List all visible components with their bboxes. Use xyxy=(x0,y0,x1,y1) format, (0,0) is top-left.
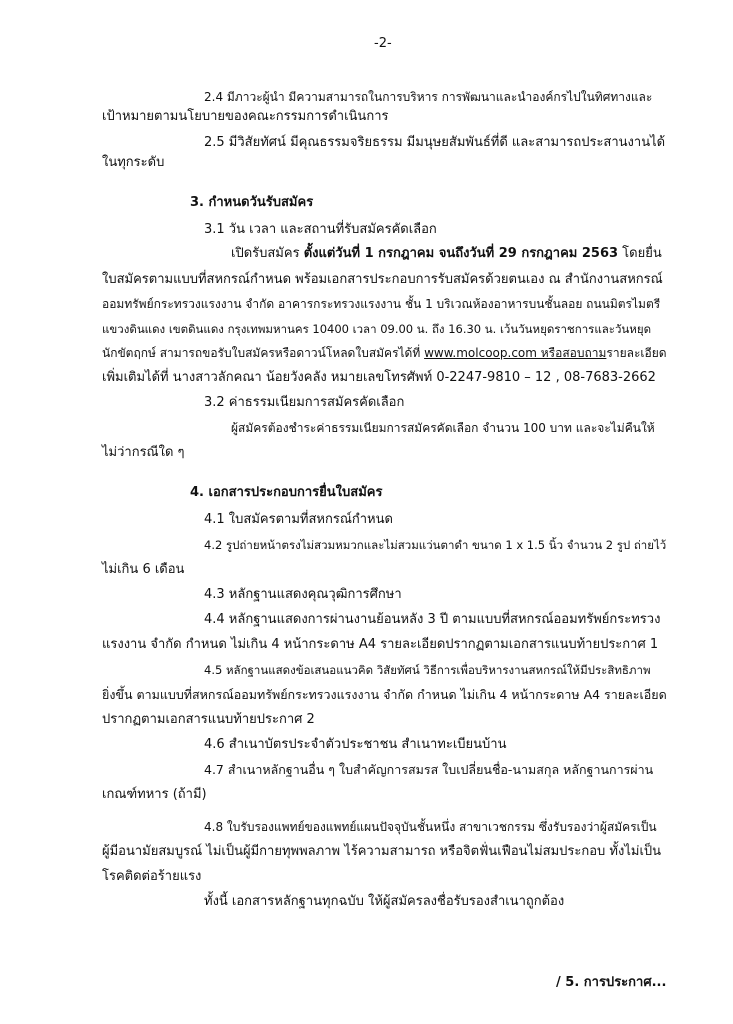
section-4-heading: 4. เอกสารประกอบการยื่นใบสมัคร xyxy=(190,485,383,500)
item-3-1-title: 3.1 วัน เวลา และสถานที่รับสมัครคัดเลือก xyxy=(204,222,437,237)
item-3-2-line-2: ไม่ว่ากรณีใด ๆ xyxy=(102,445,185,460)
item-4-5-line-2: ยิ่งขึ้น ตามแบบที่สหกรณ์ออมทรัพย์กระทรวงแรงงาน จำกัด กำหนด ไม่เกิน 4 หน้ากระดาษ A4 รายละเอียด xyxy=(102,687,667,702)
item-3-2-title: 3.2 ค่าธรรมเนียมการสมัครคัดเลือก xyxy=(204,395,405,410)
item-4-5-line-3: ปรากฏตามเอกสารแนบท้ายประกาศ 2 xyxy=(102,712,315,727)
item-4-8-line-3: โรคติดต่อร้ายแรง xyxy=(102,869,202,884)
item-4-2-line-2: ไม่เกิน 6 เดือน xyxy=(102,562,185,577)
item-4-4-line-1: 4.4 หลักฐานแสดงการผ่านงานย้อนหลัง 3 ปี ตามแบบที่สหกรณ์ออมทรัพย์กระทรวง xyxy=(204,612,661,627)
item-3-1-line-5 xyxy=(102,344,667,362)
item-4-7-line-1: 4.7 สำเนาหลักฐานอื่น ๆ ใบสำคัญการสมรส ใบเปลี่ยนชื่อ-นามสกุล หลักฐานการผ่าน xyxy=(204,762,654,777)
item-2-4-line-2: เป้าหมายตามนโยบายของคณะกรรมการดำเนินการ xyxy=(102,109,389,124)
submit-label: โดยยื่น xyxy=(618,246,662,261)
open-application-label: เปิดรับสมัคร xyxy=(231,246,304,261)
continuation-marker: / 5. การประกาศ... xyxy=(556,975,667,990)
item-4-2-line-1: 4.2 รูปถ่ายหน้าตรงไม่สวมหมวกและไม่สวมแว่นตาดำ ขนาด 1 x 1.5 นิ้ว จำนวน 2 รูป ถ่ายไว้ xyxy=(204,538,667,552)
item-3-1-line-4: แขวงดินแดง เขตดินแดง กรุงเทพมหานคร 10400 เวลา 09.00 น. ถึง 16.30 น. เว้นวันหยุดราชการและวันหยุด xyxy=(102,322,652,336)
item-4-6: 4.6 สำเนาบัตรประจำตัวประชาชน สำเนาทะเบียนบ้าน xyxy=(204,737,507,752)
item-3-1-line-1 xyxy=(231,245,662,263)
page-number: -2- xyxy=(374,36,392,51)
item-4-7-line-2: เกณฑ์ทหาร (ถ้ามี) xyxy=(102,787,207,802)
item-4-5-line-1: 4.5 หลักฐานแสดงข้อเสนอแนวคิด วิสัยทัศน์ วิธีการเพื่อบริหารงานสหกรณ์ให้มีประสิทธิภาพ xyxy=(204,663,651,677)
section-3-heading: 3. กำหนดวันรับสมัคร xyxy=(190,195,314,210)
item-4-8-line-1: 4.8 ใบรับรองแพทย์ของแพทย์แผนปัจจุบันชั้นหนึ่ง สาขาเวชกรรม ซึ่งรับรองว่าผู้สมัครเป็น xyxy=(204,820,657,834)
details-text: รายละเอียด xyxy=(606,346,667,360)
item-2-5-line-2: ในทุกระดับ xyxy=(102,155,165,170)
item-2-4-line-1: 2.4 มีภาวะผู้นำ มีความสามารถในการบริหาร การพัฒนาและนำองค์กรไปในทิศทางและ xyxy=(204,90,653,104)
item-3-1-line-6: เพิ่มเติมได้ที่ นางสาวลักคณา น้อยวังคลัง หมายเลขโทรศัพท์ 0-2247-9810 – 12 , 08-7683-2662 xyxy=(102,370,656,385)
closing-note: ทั้งนี้ เอกสารหลักฐานทุกฉบับ ให้ผู้สมัครลงชื่อรับรองสำเนาถูกต้อง xyxy=(204,894,565,909)
item-4-8-line-2: ผู้มีอนามัยสมบูรณ์ ไม่เป็นผู้มีกายทุพพลภาพ ไร้ความสามารถ หรือจิตฟั่นเฟือนไม่สมประกอบ ทั้งไม่เป็น xyxy=(102,844,662,859)
item-4-4-line-2: แรงงาน จำกัด กำหนด ไม่เกิน 4 หน้ากระดาษ A4 รายละเอียดปรากฏตามเอกสารแนบท้ายประกาศ 1 xyxy=(102,637,659,652)
item-4-3: 4.3 หลักฐานแสดงคุณวุฒิการศึกษา xyxy=(204,587,402,602)
item-3-1-line-2: ใบสมัครตามแบบที่สหกรณ์กำหนด พร้อมเอกสารประกอบการรับสมัครด้วยตนเอง ณ สำนักงานสหกรณ์ xyxy=(102,272,663,287)
website-link[interactable]: www.molcoop.com หรือสอบถาม xyxy=(424,346,607,360)
item-3-2-line-1: ผู้สมัครต้องชำระค่าธรรมเนียมการสมัครคัดเลือก จำนวน 100 บาท และจะไม่คืนให้ xyxy=(231,421,655,435)
download-text: นักขัตฤกษ์ สามารถขอรับใบสมัครหรือดาวน์โหลดใบสมัครได้ที่ xyxy=(102,346,425,360)
item-4-1: 4.1 ใบสมัครตามที่สหกรณ์กำหนด xyxy=(204,512,393,527)
application-dates: ตั้งแต่วันที่ 1 กรกฎาคม จนถึงวันที่ 29 กรกฎาคม 2563 xyxy=(303,246,619,261)
item-2-5-line-1: 2.5 มีวิสัยทัศน์ มีคุณธรรมจริยธรรม มีมนุษยสัมพันธ์ที่ดี และสามารถประสานงานได้ xyxy=(204,135,666,150)
item-3-1-line-3: ออมทรัพย์กระทรวงแรงงาน จำกัด อาคารกระทรวงแรงงาน ชั้น 1 บริเวณห้องอาหารบนชั้นลอย ถนนมิตรไมตรี xyxy=(102,297,661,311)
